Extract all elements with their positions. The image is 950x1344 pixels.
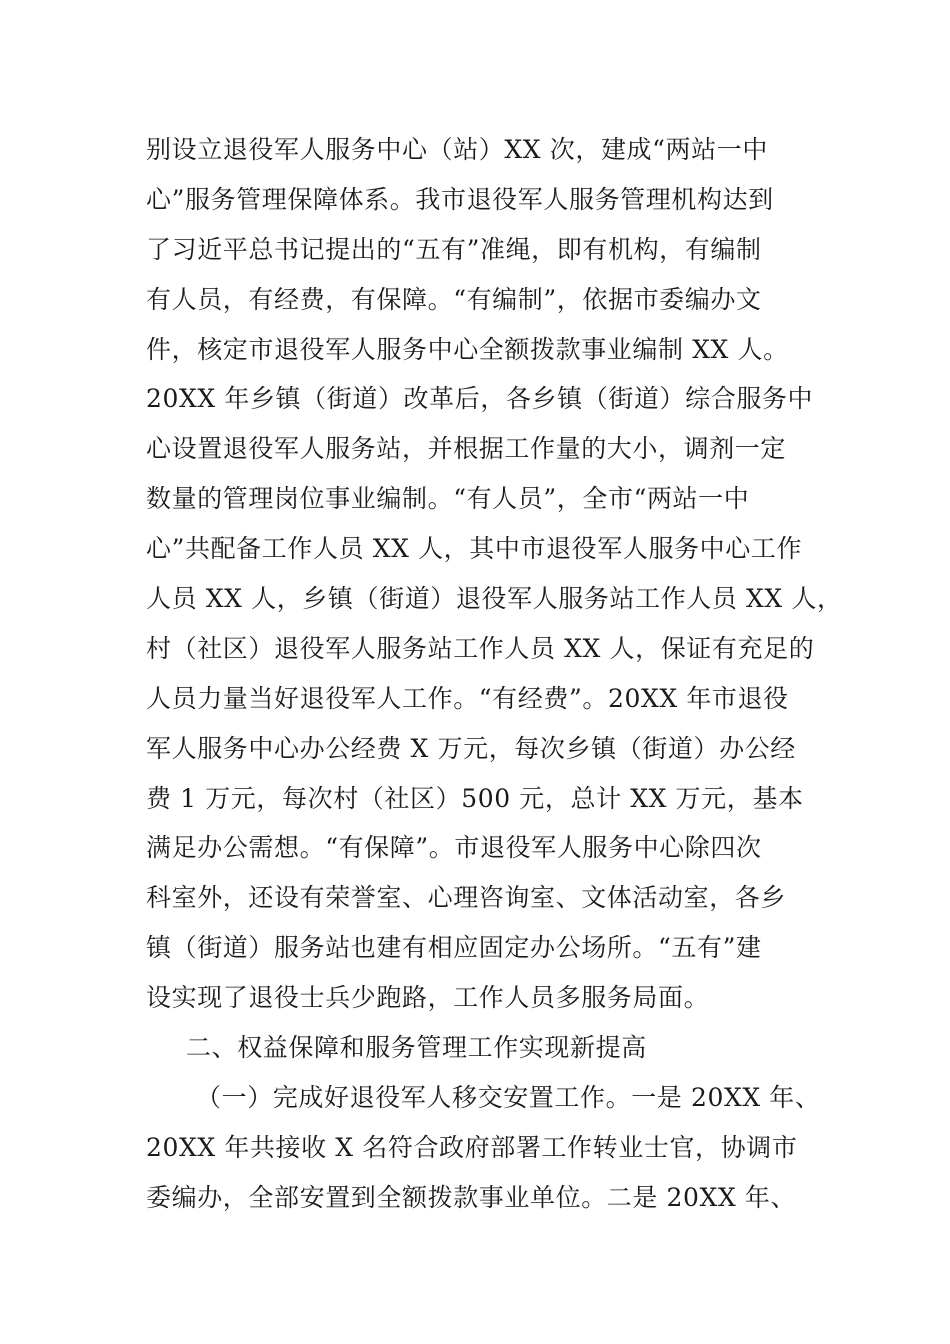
body-line: 人员力量当好退役军人工作。“有经费”。20XX 年市退役 xyxy=(146,683,789,713)
body-line: 满足办公需想。“有保障”。市退役军人服务中心除四次 xyxy=(146,833,762,863)
body-line: 数量的管理岗位事业编制。“有人员”，全市“两站一中 xyxy=(146,484,750,514)
body-line: 了习近平总书记提出的“五有”准绳，即有机构，有编制 xyxy=(146,234,762,264)
body-line: 心”共配备工作人员 XX 人，其中市退役军人服务中心工作 xyxy=(146,534,803,564)
document-body xyxy=(146,125,843,1223)
section-heading: 二、权益保障和服务管理工作实现新提高 xyxy=(186,1033,647,1063)
body-line: 心设置退役军人服务站，并根据工作量的大小，调剂一定 xyxy=(146,434,787,464)
body-line: 20XX 年乡镇（街道）改革后，各乡镇（街道）综合服务中 xyxy=(146,384,814,414)
body-line: 有人员，有经费，有保障。“有编制”，依据市委编办文 xyxy=(146,284,762,314)
body-line: 费 1 万元，每次村（社区）500 元，总计 XX 万元，基本 xyxy=(146,783,804,813)
body-line: 村（社区）退役军人服务站工作人员 XX 人，保证有充足的 xyxy=(146,633,815,663)
body-line: 人员 XX 人，乡镇（街道）退役军人服务站工作人员 XX 人， xyxy=(146,584,843,614)
subsection-line: （一）完成好退役军人移交安置工作。一是 20XX 年、 xyxy=(196,1082,821,1112)
body-line: 科室外，还设有荣誉室、心理咨询室、文体活动室，各乡 xyxy=(146,883,787,913)
body-line: 别设立退役军人服务中心（站）XX 次，建成“两站一中 xyxy=(146,135,768,164)
body-line: 件，核定市退役军人服务中心全额拨款事业编制 XX 人。 xyxy=(146,334,789,364)
body-line: 军人服务中心办公经费 X 万元，每次乡镇（街道）办公经 xyxy=(146,733,796,763)
body-line: 镇（街道）服务站也建有相应固定办公场所。“五有”建 xyxy=(146,933,762,963)
subsection-line: 20XX 年共接收 X 名符合政府部署工作转业士官，协调市 xyxy=(146,1132,798,1162)
body-line: 心”服务管理保障体系。我市退役军人服务管理机构达到 xyxy=(146,184,774,214)
body-line: 设实现了退役士兵少跑路，工作人员多服务局面。 xyxy=(146,983,710,1013)
subsection-line: 委编办，全部安置到全额拨款事业单位。二是 20XX 年、 xyxy=(146,1182,797,1212)
